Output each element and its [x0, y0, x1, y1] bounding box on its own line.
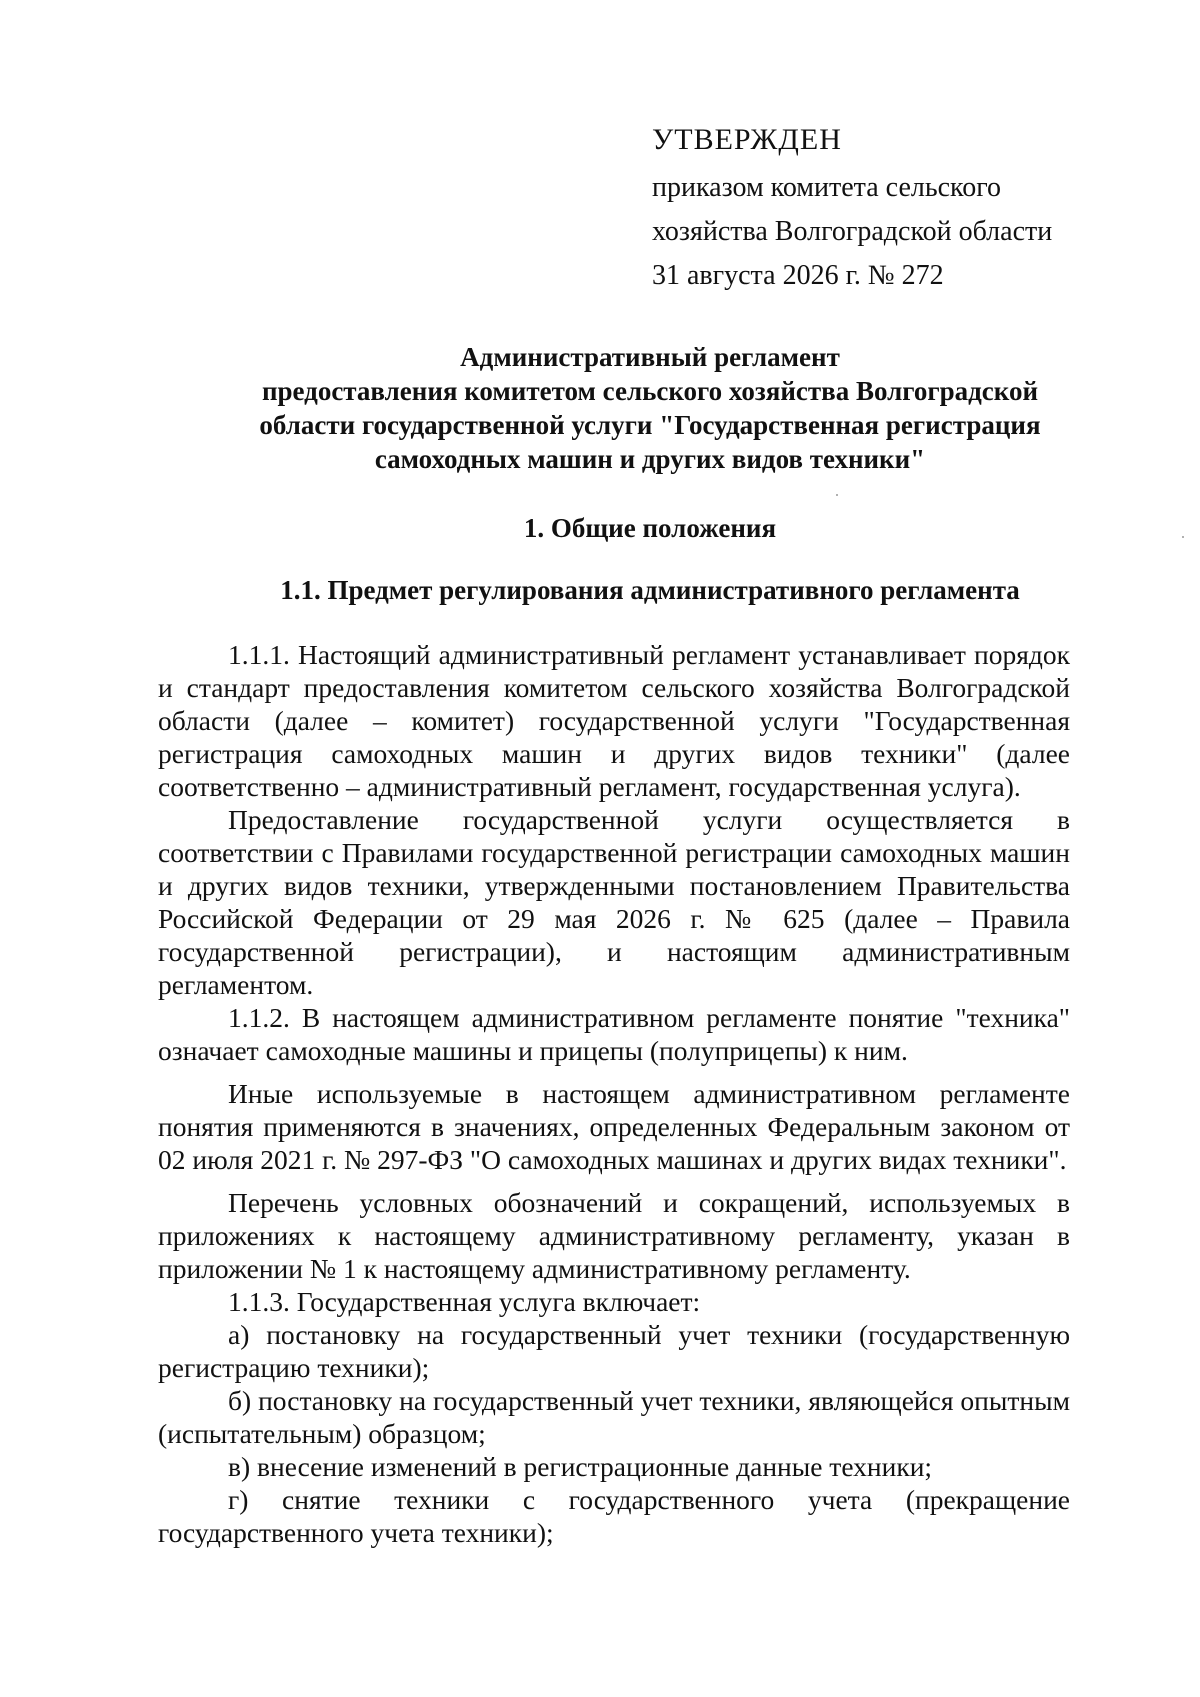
document-title	[200, 340, 1100, 476]
scan-speck	[1182, 536, 1184, 538]
list-item-b: б) постановку на государственный учет техники, являющейся опытным (испытательным) образцом;	[158, 1385, 1070, 1449]
approval-line-3: 31 августа 2026 г. № 272	[652, 260, 944, 291]
approval-line-1: приказом комитета сельского	[652, 172, 1002, 203]
paragraph-abbreviations: Перечень условных обозначений и сокращений, используемых в приложениях к настоящему административному регламенту, указан в приложении № 1 к настоящему административному регламенту.	[158, 1187, 1070, 1284]
document-title-line-4: самоходных машин и других видов техники"	[374, 444, 926, 474]
approval-line-2: хозяйства Волгоградской области	[652, 216, 1053, 247]
approval-block	[652, 118, 1112, 298]
paragraph-1-1-2: 1.1.2. В настоящем административном регламенте понятие "техника" означает самоходные машины и прицепы (полуприцепы) к ним.	[158, 1002, 1070, 1066]
body-text	[158, 638, 1070, 1549]
paragraph-1-1-1: 1.1.1. Настоящий административный регламент устанавливает порядок и стандарт предоставления комитетом сельского хозяйства Волгоградской области (далее – комитет) государственной услуги "Государственная регистрация самоходных машин и других видов техники" (далее соответственно – административный регламент, государственная услуга).	[158, 639, 1070, 802]
paragraph-terms: Иные используемые в настоящем административном регламенте понятия применяются в значениях, определенных Федеральным законом от 02 июля 2021 г. № 297-ФЗ "О самоходных машинах и других видах техники".	[158, 1078, 1070, 1175]
list-item-g: г) снятие техники с государственного учета (прекращение государственного учета техники);	[158, 1484, 1070, 1548]
section-heading-general: 1. Общие положения	[523, 513, 777, 543]
document-title-line-1: Административный регламент	[460, 342, 840, 372]
scan-speck	[836, 494, 838, 496]
document-title-line-3: области государственной услуги "Государственная регистрация	[259, 410, 1041, 440]
paragraph-legal-basis: Предоставление государственной услуги осуществляется в соответствии с Правилами государственной регистрации самоходных машин и других видов техники, утвержденными постановлением Правительства Российской Федерации от 29 мая 2026 г. № 625 (далее – Правила государственной регистрации), и настоящим административным регламентом.	[158, 804, 1070, 1000]
list-item-v: в) внесение изменений в регистрационные данные техники;	[228, 1451, 933, 1482]
approval-status: УТВЕРЖДЕН	[652, 123, 842, 156]
section-heading-subject: 1.1. Предмет регулирования административного регламента	[280, 575, 1020, 605]
paragraph-1-1-3: 1.1.3. Государственная услуга включает:	[228, 1286, 701, 1317]
document-title-line-2: предоставления комитетом сельского хозяйства Волгоградской	[261, 376, 1039, 406]
list-item-a: а) постановку на государственный учет техники (государственную регистрацию техники);	[158, 1319, 1070, 1383]
